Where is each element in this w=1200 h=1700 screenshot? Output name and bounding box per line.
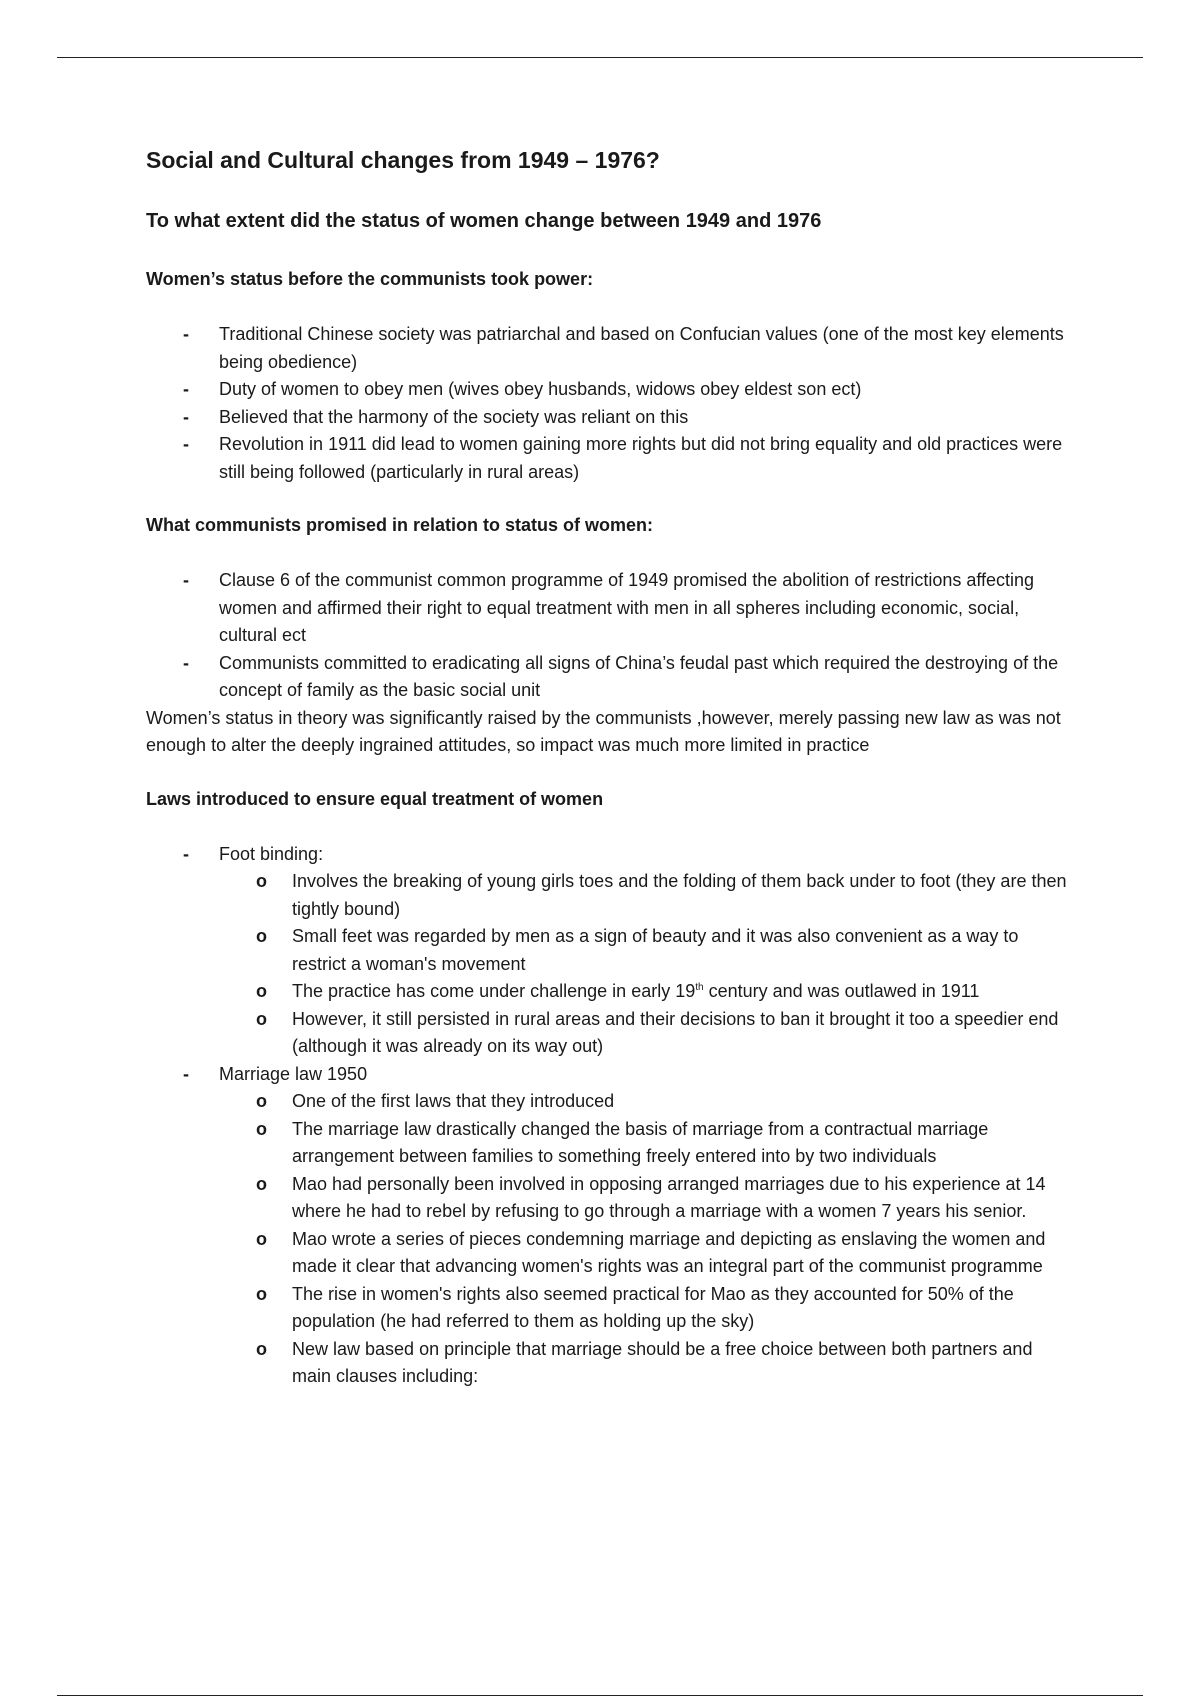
dash-marker: -: [183, 843, 189, 864]
sub-list-item: [256, 1226, 1076, 1281]
section-laws-introduced: [146, 787, 1076, 1391]
list-item-marriage-law: [183, 1061, 1076, 1391]
page-subtitle: To what extent did the status of women change between 1949 and 1976: [146, 210, 822, 232]
list-item: [183, 376, 1076, 404]
sub-list-item: [256, 868, 1076, 923]
circle-marker: o: [256, 1118, 267, 1139]
list-item: [183, 321, 1076, 376]
list-item-text: Duty of women to obey men (wives obey husbands, widows obey eldest son ect): [219, 379, 862, 399]
circle-marker: o: [256, 1091, 267, 1111]
circle-marker: o: [256, 1173, 267, 1194]
list-item-text: Revolution in 1911 did lead to women gaining more rights but did not bring equality and old practices were still being followed (particularly in rural areas): [219, 434, 1063, 482]
sub-item-text: Small feet was regarded by men as a sign of beauty and it was also convenient as a way to restrict a woman's movement: [292, 926, 1019, 974]
list-item-text: Traditional Chinese society was patriarchal and based on Confucian values (one of the most key elements being obedience): [219, 324, 1064, 372]
top-rule: [57, 57, 1143, 58]
list-item-text: Clause 6 of the communist common programme of 1949 promised the abolition of restrictions affecting women and affirmed their right to equal treatment with men in all spheres including economic, social, cultural ect: [219, 570, 1035, 645]
list-item: [183, 650, 1076, 705]
sub-list-item: [256, 1171, 1076, 1226]
circle-marker: o: [256, 926, 267, 946]
dash-marker: -: [183, 324, 189, 344]
sub-list: [219, 868, 1076, 1061]
sub-item-text: However, it still persisted in rural areas and their decisions to ban it brought it too a speedier end (although it was already on its way out): [292, 1008, 1059, 1056]
sub-list-item: [256, 978, 1076, 1006]
circle-marker: o: [256, 871, 267, 891]
section-heading: Women’s status before the communists took power:: [146, 269, 594, 289]
document-body: [146, 145, 1076, 1391]
sub-list-item: [256, 1116, 1076, 1171]
dash-marker: -: [183, 379, 189, 399]
superscript: th: [695, 982, 704, 993]
list-item-text: Communists committed to eradicating all signs of China’s feudal past which required the destroying of the concept of family as the basic social unit: [219, 652, 1059, 700]
section-communist-promises: [146, 513, 1076, 760]
section-before-communists: [146, 267, 1076, 486]
bullet-list: [146, 321, 1076, 486]
circle-marker: o: [256, 981, 267, 1001]
sub-item-text: The rise in women's rights also seemed practical for Mao as they accounted for 50% of the population (he had referred to them as holding up the sky): [292, 1283, 1014, 1331]
sub-list-item: [256, 1336, 1076, 1391]
sub-list-item: [256, 1006, 1076, 1061]
sub-item-text: The marriage law drastically changed the basis of marriage from a contractual marriage arrangement between families to something freely entered into by two individuals: [292, 1118, 989, 1166]
bottom-rule: [57, 1695, 1143, 1696]
sub-list: [219, 1088, 1076, 1391]
summary-paragraph: Women’s status in theory was significantly raised by the communists ,however, merely passing new law as was not enough to alter the deeply ingrained attitudes, so impact was much more limited in practice: [146, 707, 1061, 755]
sub-item-text: New law based on principle that marriage should be a free choice between both partners and main clauses including:: [292, 1338, 1033, 1386]
sub-item-text-after: century and was outlawed in 1911: [703, 981, 980, 1001]
dash-marker: -: [183, 434, 189, 454]
list-item-text: Marriage law 1950: [219, 1063, 368, 1084]
list-item: [183, 404, 1076, 432]
circle-marker: o: [256, 1338, 267, 1359]
sub-item-text-before: The practice has come under challenge in early 19: [292, 981, 696, 1001]
list-item-text: Believed that the harmony of the society was reliant on this: [219, 406, 689, 427]
sub-item-text: Involves the breaking of young girls toes and the folding of them back under to foot (they are then tightly bound): [292, 871, 1067, 919]
dash-marker: -: [183, 1063, 189, 1084]
section-heading: What communists promised in relation to status of women:: [146, 515, 654, 535]
list-item-foot-binding: [183, 841, 1076, 1061]
sub-list-item: [256, 923, 1076, 978]
sub-item-text: Mao had personally been involved in opposing arranged marriages due to his experience at 14 where he had to rebel by refusing to go through a marriage with a women 7 years his senior.: [292, 1173, 1046, 1221]
dash-marker: -: [183, 570, 189, 590]
sub-item-text: One of the first laws that they introduced: [292, 1091, 615, 1111]
dash-marker: -: [183, 652, 189, 673]
section-heading: Laws introduced to ensure equal treatment of women: [146, 788, 604, 809]
circle-marker: o: [256, 1283, 267, 1304]
sub-item-text: Mao wrote a series of pieces condemning marriage and depicting as enslaving the women and made it clear that advancing women's rights was an integral part of the communist programme: [292, 1228, 1046, 1276]
circle-marker: o: [256, 1228, 267, 1249]
sub-list-item: [256, 1088, 1076, 1116]
list-item: [183, 431, 1076, 486]
circle-marker: o: [256, 1008, 267, 1029]
page-title: Social and Cultural changes from 1949 – 1976?: [146, 147, 660, 173]
list-item: [183, 567, 1076, 650]
bullet-list: [146, 567, 1076, 705]
dash-marker: -: [183, 406, 189, 427]
sub-list-item: [256, 1281, 1076, 1336]
bullet-list: [146, 841, 1076, 1391]
list-item-text: Foot binding:: [219, 843, 324, 864]
